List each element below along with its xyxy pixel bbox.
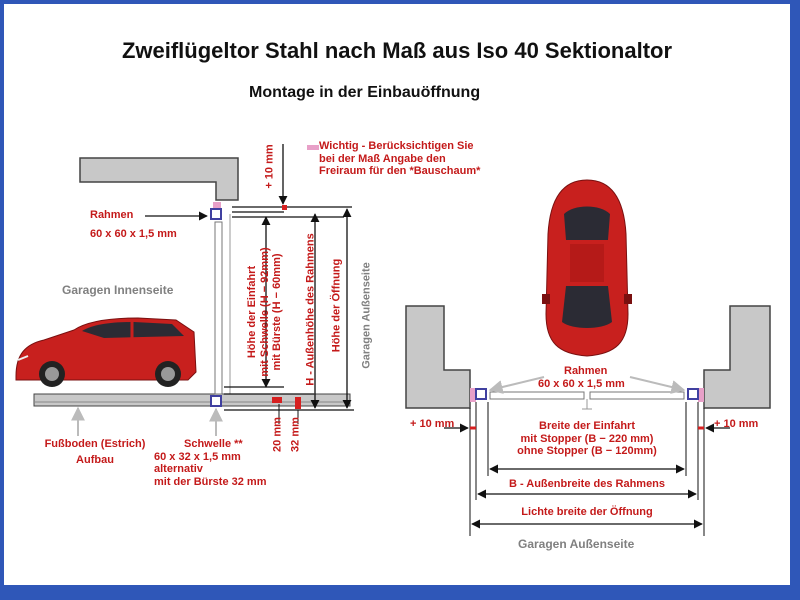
lintel-wall [80, 158, 238, 200]
entry-width-line: ohne Stopper (B − 120mm) [517, 445, 657, 458]
entry-width-line: mit Stopper (B − 220 mm) [520, 432, 654, 445]
door-leaf [215, 222, 222, 394]
plus10-right-label: + 10 mm [714, 418, 759, 430]
car-side-view [16, 318, 196, 387]
bottom-frame-square [211, 396, 221, 406]
top-frame-square [211, 209, 221, 219]
threshold-line: alternativ [154, 463, 203, 476]
threshold-label [154, 438, 266, 489]
height-entry-line: mit Schwelle (H − 92mm) [258, 247, 271, 377]
garage-outside-label: Garagen Außenseite [518, 537, 635, 551]
page-subtitle: Montage in der Einbauöffnung [249, 84, 481, 101]
warning-line: Freiraum für den *Bauschaum* [319, 165, 481, 178]
plus10-left-label: + 10 mm [410, 418, 455, 430]
left-rahmen-label: Rahmen [90, 209, 134, 221]
right-rahmen-label: Rahmen [564, 365, 608, 377]
threshold-line: mit der Bürste 32 mm [154, 475, 267, 488]
height-entry-line: mit Bürste (H − 60mm) [271, 253, 284, 371]
outer-width-label: B - Außenbreite des Rahmens [508, 478, 666, 490]
floor-line: Fußboden (Estrich) [44, 438, 146, 450]
dim-20-label: 20 mm [271, 417, 284, 452]
height-entry-line: Höhe der Einfahrt [246, 265, 258, 359]
page-title: Zweiflügeltor Stahl nach Maß aus Iso 40 Sektionaltor [121, 38, 673, 63]
left-wall-plan [406, 306, 470, 408]
warning-note [319, 140, 480, 178]
opening-height-label: Höhe der Öffnung [330, 258, 343, 353]
right-frame-square [688, 389, 698, 399]
right-rahmen-dim: 60 x 60 x 1,5 mm [538, 378, 625, 390]
diagram-canvas [4, 4, 790, 585]
floor-line: Aufbau [76, 453, 114, 466]
garage-inside-label: Garagen Innenseite [62, 283, 174, 297]
garage-outside-side-label: Garagen Außenseite [360, 262, 373, 369]
right-wall-plan [704, 306, 770, 408]
left-frame-square [476, 389, 486, 399]
car-top-view [542, 180, 632, 356]
opening-width-label: Lichte breite der Öffnung [521, 506, 653, 518]
plus10-top-label: + 10 mm [263, 144, 276, 189]
floor-slab [34, 394, 350, 406]
entry-width-line: Breite der Einfahrt [539, 420, 635, 432]
outer-height-label: H - Außenhöhe des Rahmens [304, 233, 317, 386]
warning-line: Wichtig - Berücksichtigen Sie [319, 140, 474, 152]
threshold-line: 60 x 32 x 1,5 mm [154, 450, 241, 463]
floor-label [40, 438, 150, 466]
warning-line: bei der Maß Angabe den [319, 152, 446, 165]
entry-width-label [490, 420, 684, 458]
dim-32-label: 32 mm [289, 417, 302, 452]
left-rahmen-dim: 60 x 60 x 1,5 mm [90, 228, 177, 240]
height-entry-label [246, 227, 282, 397]
threshold-line: Schwelle ** [184, 438, 243, 450]
